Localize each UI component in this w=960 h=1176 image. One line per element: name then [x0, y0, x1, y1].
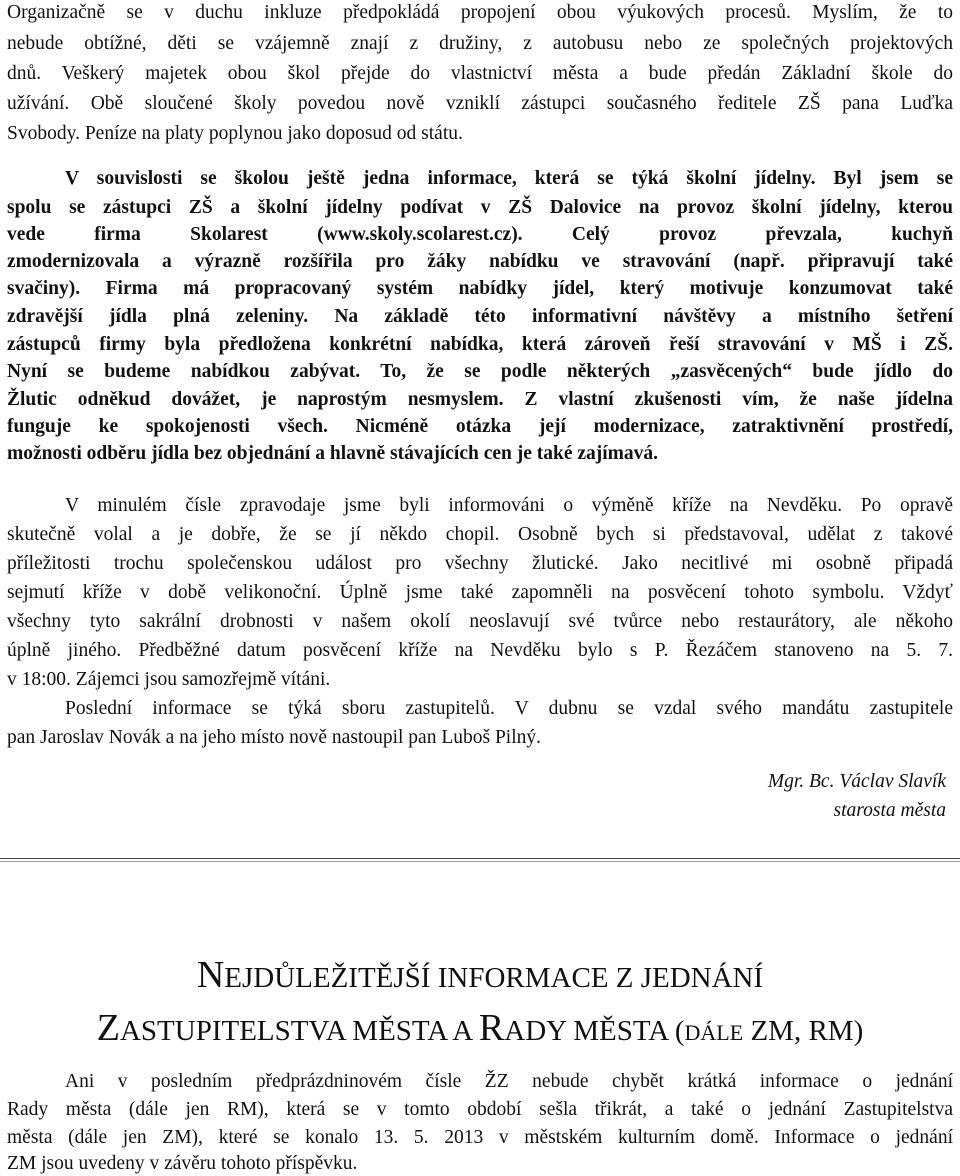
text-line: Ani v posledním předprázdninovém čísle ŽZ nebude chybět krátká informace o jednání: [65, 1071, 953, 1092]
text-line: Organizačně se v duchu inkluze předpokládá propojení obou výukových procesů. Myslím, že to: [7, 2, 953, 23]
heading-text: DÁLE: [684, 1020, 744, 1045]
signature-name: Mgr. Bc. Václav Slavík: [767, 771, 946, 792]
heading-initial: R: [478, 1007, 505, 1049]
text-line: funguje ke spokojenosti všech. Nicméně otázka její modernizace, zatraktivnění prostředí,: [7, 416, 953, 437]
text-line: zdravější jídla plná zeleniny. Na základě této informativní návštěvy a místního šetření: [7, 306, 953, 327]
section-divider: [0, 861, 960, 862]
text-line: Svobody. Peníze na platy poplynou jako doposud od státu.: [7, 123, 463, 144]
text-line: zmodernizovala a výrazně rozšířila pro žáky nabídku ve stravování (např. připravují také: [7, 251, 953, 272]
heading-initial: N: [196, 954, 225, 996]
text-line: možnosti odběru jídla bez objednání a hlavně stávajících cen je také zajímavá.: [7, 443, 659, 464]
text-line: spolu se zástupci ZŠ a školní jídelny podívat v ZŠ Dalovice na provoz školní jídelny, kterou: [7, 197, 953, 218]
text-line: V souvislosti se školou ještě jedna informace, která se týká školní jídelny. Byl jsem se: [65, 168, 953, 189]
text-line: Žlutic odněkud dovážet, je naprostým nesmyslem. Z vlastní zkušenosti vím, že naše jídelna: [7, 389, 953, 410]
text-line: dnů. Veškerý majetek obou škol přejde do vlastnictví města a bude předán Základní škole do: [7, 63, 953, 84]
signature-role: starosta města: [833, 800, 946, 821]
text-line: nebude obtížné, děti se vzájemně znají z družiny, z autobusu nebo ze společných projektových: [7, 33, 953, 54]
text-line: vede firma Skolarest (www.skoly.scolarest.cz). Celý provoz převzala, kuchyň: [7, 224, 953, 245]
heading-text: EJDŮLEŽITĚJŠÍ INFORMACE Z JEDNÁNÍ: [224, 962, 764, 994]
section-divider: [0, 858, 960, 859]
text-line: města (dále jen ZM), které se konalo 13. 5. 2013 v městském kulturním domě. Informace o jednání: [7, 1127, 953, 1148]
text-line: V minulém čísle zpravodaje jsme byli informováni o výměně kříže na Nevděku. Po opravě: [65, 495, 953, 516]
heading-initial: Z: [96, 1007, 120, 1049]
text-line: svačiny). Firma má propracovaný systém nabídky jídel, který motivuje konzumovat také: [7, 278, 953, 299]
text-line: ZM jsou uvedeny v závěru tohoto příspěvku.: [7, 1153, 358, 1174]
heading-text: ASTUPITELSTVA MĚSTA A: [119, 1015, 479, 1047]
text-line: všechny tyto sakrální drobnosti v našem okolí neoslavují své tvůrce nebo restaurátory, ale někoho: [7, 611, 953, 632]
section-heading-line-2: [0, 1003, 960, 1058]
text-line: užívání. Obě sloučené školy povedou nově vzniklí zástupci současného ředitele ZŠ pana Luďka: [7, 93, 953, 114]
text-line: pan Jaroslav Novák a na jeho místo nově nastoupil pan Luboš Pilný.: [7, 727, 542, 748]
text-line: příležitosti trochu společenskou událost pro všechny žlutické. Jako necitlivé mi osobně připadá: [7, 553, 953, 574]
text-line: sejmutí kříže v době velikonoční. Úplně jsme také zapomněli na posvěcení tohoto symbolu. Vždyť: [7, 582, 953, 603]
text-line: úplně jiného. Předběžné datum posvěcení kříže na Nevděku bylo s P. Řezáčem stanoveno na 5. 7.: [7, 640, 953, 661]
text-line: Nyní se budeme nabídkou zabývat. To, že se podle některých „zasvěcených“ bude jídlo do: [7, 361, 953, 382]
text-line: Poslední informace se týká sboru zastupitelů. V dubnu se vzdal svého mandátu zastupitele: [65, 698, 953, 719]
text-line: skutečně volal a je dobře, že se jí někdo chopil. Osobně bych si představoval, udělat z takové: [7, 524, 953, 545]
text-line: Rady města (dále jen RM), která se v tomto období sešla třikrát, a také o jednání Zastupitelstva: [7, 1099, 953, 1120]
text-line: v 18:00. Zájemci jsou samozřejmě vítáni.: [7, 669, 331, 690]
section-heading-line-1: [0, 950, 960, 1003]
heading-text: ZM, RM): [743, 1015, 864, 1047]
text-line: zástupců firmy byla předložena konkrétní nabídka, která zároveň řeší stravování v MŠ i ZŠ.: [7, 334, 953, 355]
heading-text: ADY MĚSTA (: [504, 1015, 685, 1047]
